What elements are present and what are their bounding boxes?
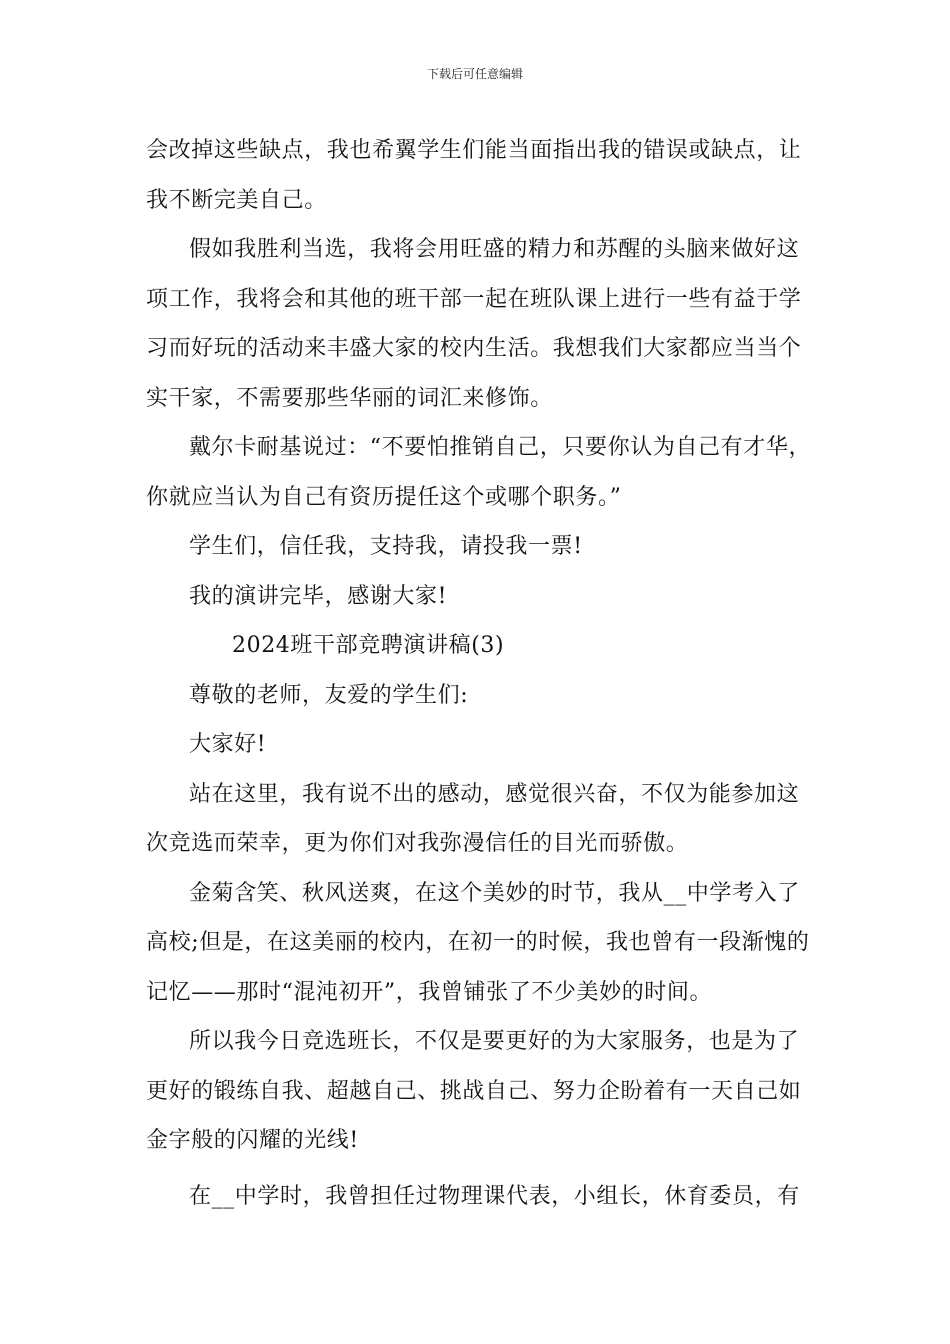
section-heading: 2024班干部竞聘演讲稿(3)	[232, 633, 505, 658]
text-line: 实干家，不需要那些华丽的词汇来修饰。	[146, 386, 553, 411]
text-line: 项工作，我将会和其他的班干部一起在班队课上进行一些有益于学	[146, 287, 802, 312]
text-line: 你就应当认为自己有资历提任这个或哪个职务。”	[146, 485, 622, 510]
paragraph-start: 我的演讲完毕，感谢大家!	[189, 584, 448, 609]
paragraph-start: 所以我今日竞选班长，不仅是要更好的为大家服务，也是为了	[189, 1029, 800, 1054]
text-line: 会改掉这些缺点，我也希翼学生们能当面指出我的错误或缺点，让	[146, 138, 802, 163]
paragraph-start: 学生们，信任我，支持我，请投我一票!	[189, 534, 583, 559]
text-line: 次竞选而荣幸，更为你们对我弥漫信任的目光而骄傲。	[146, 831, 689, 856]
paragraph-start: 金菊含笑、秋风送爽，在这个美妙的时节，我从__中学考入了	[189, 881, 800, 906]
text-line: 习而好玩的活动来丰盛大家的校内生活。我想我们大家都应当当个	[146, 336, 802, 361]
paragraph-start: 戴尔卡耐基说过：“不要怕推销自己，只要你认为自己有才华，	[189, 435, 812, 460]
paragraph-start: 在__中学时，我曾担任过物理课代表，小组长，休育委员，有	[189, 1184, 800, 1209]
text-line: 金字般的闪耀的光线!	[146, 1128, 359, 1153]
text-line: 记忆——那时“混沌初开”，我曾铺张了不少美妙的时间。	[146, 980, 713, 1005]
paragraph-start: 假如我胜利当选，我将会用旺盛的精力和苏醒的头脑来做好这	[189, 237, 800, 262]
text-line: 更好的锻练自我、超越自己、挑战自己、努力企盼着有一天自己如	[146, 1079, 802, 1104]
text-line: 高校;但是，在这美丽的校内，在初一的时候，我也曾有一段渐愧的	[146, 930, 810, 955]
text-line: 我不断完美自己。	[146, 188, 327, 213]
greeting: 大家好!	[189, 732, 267, 757]
salutation: 尊敬的老师，友爱的学生们:	[189, 683, 469, 708]
page-header: 下载后可任意编辑	[426, 67, 523, 81]
paragraph-start: 站在这里，我有说不出的感动，感觉很兴奋，不仅为能参加这	[189, 782, 800, 807]
